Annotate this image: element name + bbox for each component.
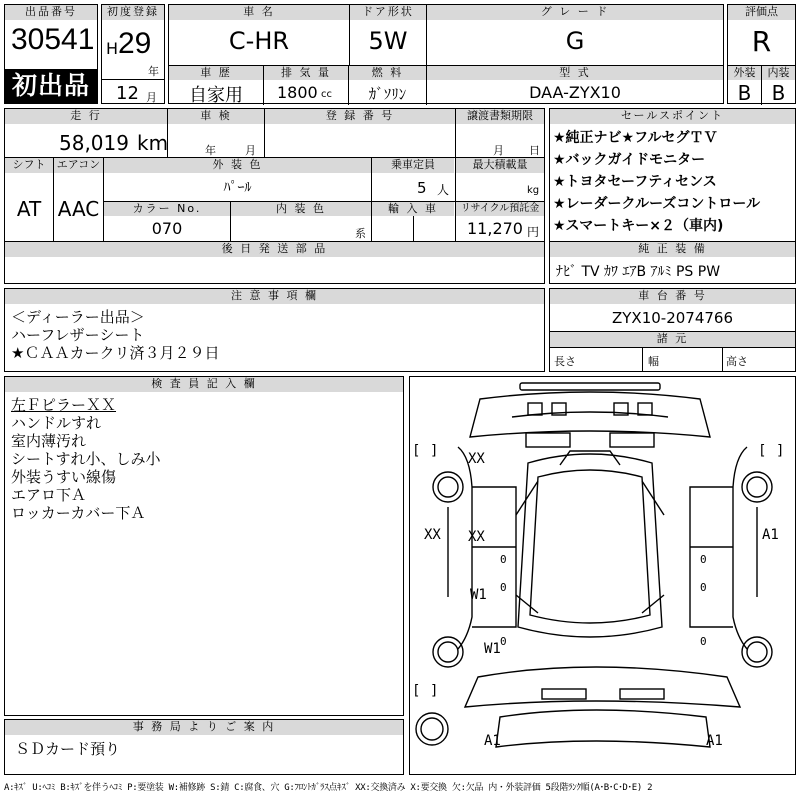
sales-point-item: ★レーダークルーズコントロール: [553, 196, 761, 212]
damage-mark: A1: [706, 733, 723, 749]
damage-mark: ]: [430, 683, 439, 699]
inspection-label: 車 検: [168, 109, 264, 124]
inspector-line: 外装うすい線傷: [11, 468, 117, 486]
damage-mark: ]: [430, 443, 439, 459]
model-label: 型 式: [427, 66, 723, 80]
month-unit: 月: [146, 91, 157, 104]
lot-number: 30541: [11, 23, 95, 56]
shift: AT: [16, 197, 42, 221]
inspector-line: 室内薄汚れ: [11, 432, 87, 450]
fuel-label: 燃 料: [349, 66, 426, 80]
sales-points-label: セールスポイント: [550, 109, 795, 124]
inspection-month-unit: 月: [245, 144, 256, 157]
sales-point-item: ★純正ナビ★フルセグＴＶ: [553, 130, 718, 146]
damage-mark: 0: [700, 635, 707, 648]
ext-color-label: 外 装 色: [104, 158, 371, 173]
damage-mark: W1: [484, 641, 501, 657]
ac-label: エアコン: [54, 158, 103, 173]
inspector-line: シートすれ小、しみ小: [11, 450, 161, 468]
plate-label: 登 録 番 号: [265, 109, 455, 124]
notes-line: ハーフレザーシート: [11, 326, 145, 344]
capacity-unit: 人: [437, 183, 450, 197]
notes-line: ＜ディーラー出品＞: [11, 308, 145, 326]
mileage-unit: km: [137, 131, 169, 155]
grade-label: グ レ ー ド: [427, 5, 723, 20]
recycle-unit: 円: [527, 225, 540, 239]
office-text: ＳＤカード預り: [15, 740, 121, 758]
chassis-number: ZYX10-2074766: [611, 309, 734, 327]
sales-points-list: [553, 127, 795, 237]
car-info-box: [168, 4, 724, 104]
office-label: 事 務 局 よ り ご 案 内: [5, 720, 403, 735]
inspector-line: ハンドルすれ: [11, 414, 102, 432]
transfer-month-unit: 月: [493, 144, 504, 157]
model: DAA-ZYX10: [529, 83, 621, 102]
damage-mark: XX: [424, 527, 441, 543]
damage-mark: XX: [468, 529, 485, 545]
car-name-label: 車 名: [169, 5, 349, 20]
damage-mark: [: [758, 443, 767, 459]
legend: A:ｷｽﾞ U:ﾍｺﾐ B:ｷｽﾞを伴うﾍｺﾐ P:要塗装 W:補修跡 S:錆 C:腐食、穴 G:ﾌﾛﾝﾄｶﾞﾗｽ点ｷｽﾞ XX:交換済み X:要交換 欠:欠品 内・外装評価 5段階ﾗﾝｸ順(A･B･C･D･E) 2: [4, 783, 653, 793]
displacement-label: 排 気 量: [264, 66, 348, 80]
notes-box: [4, 288, 545, 372]
lot-label: 出品番号: [5, 5, 97, 20]
first-reg-label: 初度登録: [102, 5, 164, 20]
max-load-label: 最大積載量: [456, 158, 544, 173]
damage-mark: 0: [500, 553, 507, 566]
notes-label: 注 意 事 項 欄: [5, 289, 544, 304]
damage-mark: W1: [470, 587, 487, 603]
displacement-unit: cc: [321, 89, 332, 100]
reg-year: 29: [118, 27, 152, 60]
notes-list: [11, 308, 219, 362]
damage-mark: XX: [468, 451, 485, 467]
door-label: ドア形状: [350, 5, 426, 20]
car-diagram-svg: [410, 377, 795, 774]
inspector-box: [4, 376, 404, 716]
sales-points-box: [549, 108, 796, 284]
mileage-label: 走 行: [5, 109, 167, 124]
width-label: 幅: [648, 355, 659, 368]
equipment-label: 純 正 装 備: [550, 242, 795, 257]
inspector-line: 左ＦピラーＸＸ: [11, 396, 117, 414]
transfer-day-unit: 日: [529, 144, 540, 157]
max-load-unit: kg: [527, 185, 540, 196]
damage-mark: ]: [776, 443, 785, 459]
inspector-line: ロッカーカバー下Ａ: [11, 504, 146, 522]
car-name: C-HR: [228, 27, 290, 55]
reg-month: 12: [116, 83, 139, 104]
dims-label: 諸 元: [550, 332, 795, 347]
interior-grade-label: 内装: [762, 66, 795, 80]
color-no: 070: [151, 219, 183, 238]
office-box: [4, 719, 404, 775]
damage-mark: 0: [500, 581, 507, 594]
sales-point-item: ★バックガイドモニター: [553, 152, 706, 168]
score: R: [751, 25, 772, 58]
recycle: 11,270: [467, 219, 523, 238]
recycle-label: リサイクル預託金: [456, 202, 544, 216]
notes-line: ★ＣＡＡカークリ済３月２９日: [11, 344, 220, 362]
capacity: 5: [417, 179, 427, 197]
sales-point-item: ★トヨタセーフティセンス: [553, 174, 717, 190]
door-type: 5W: [368, 27, 408, 55]
int-color-unit: 系: [355, 227, 366, 240]
sales-point-item: ★スマートキー×２（車内): [553, 218, 724, 234]
first-listing-badge: 初出品: [5, 69, 97, 103]
capacity-label: 乗車定員: [372, 158, 454, 173]
history-label: 車 歴: [169, 66, 263, 80]
int-color-label: 内 装 色: [231, 202, 371, 216]
damage-mark: [: [412, 443, 421, 459]
damage-mark: A1: [762, 527, 779, 543]
details-box: [4, 108, 545, 284]
history: 自家用: [189, 85, 243, 106]
ext-color: ﾊﾟｰﾙ: [223, 180, 252, 196]
mileage: 58,019: [59, 131, 129, 155]
exterior-grade: B: [737, 81, 752, 105]
shift-label: シフト: [5, 158, 53, 173]
color-no-label: カラー No.: [104, 202, 230, 216]
equipment-value: ﾅﾋﾞ TV ｶﾜ ｴｱB ｱﾙﾐ PS PW: [556, 264, 721, 280]
damage-mark: 0: [500, 635, 507, 648]
damage-mark: [: [412, 683, 421, 699]
height-label: 高さ: [726, 355, 748, 368]
damage-mark: A1: [484, 733, 501, 749]
inspector-line: エアロ下Ａ: [11, 486, 87, 504]
score-box: [727, 4, 796, 104]
fuel: ｶﾞｿﾘﾝ: [368, 85, 407, 103]
chassis-box: [549, 288, 796, 372]
damage-diagram: [409, 376, 796, 775]
year-unit: 年: [148, 65, 159, 78]
transfer-label: 譲渡書類期限: [456, 109, 544, 124]
score-label: 評価点: [728, 5, 795, 20]
era: H: [106, 39, 119, 58]
interior-grade: B: [771, 81, 786, 105]
inspector-label: 検 査 員 記 入 欄: [5, 377, 403, 392]
damage-mark: 0: [700, 581, 707, 594]
length-label: 長さ: [554, 355, 576, 368]
import-label: 輸 入 車: [372, 202, 454, 216]
damage-mark: 0: [700, 553, 707, 566]
later-parts-label: 後 日 発 送 部 品: [5, 242, 544, 257]
exterior-grade-label: 外装: [728, 66, 761, 80]
grade: G: [565, 27, 585, 55]
lot-box: [4, 4, 98, 104]
ac: AAC: [57, 197, 100, 221]
inspection-year-unit: 年: [205, 144, 216, 157]
displacement: 1800: [277, 83, 318, 102]
first-reg-box: [101, 4, 165, 104]
inspector-notes: [11, 396, 161, 522]
chassis-label: 車 台 番 号: [550, 289, 795, 304]
